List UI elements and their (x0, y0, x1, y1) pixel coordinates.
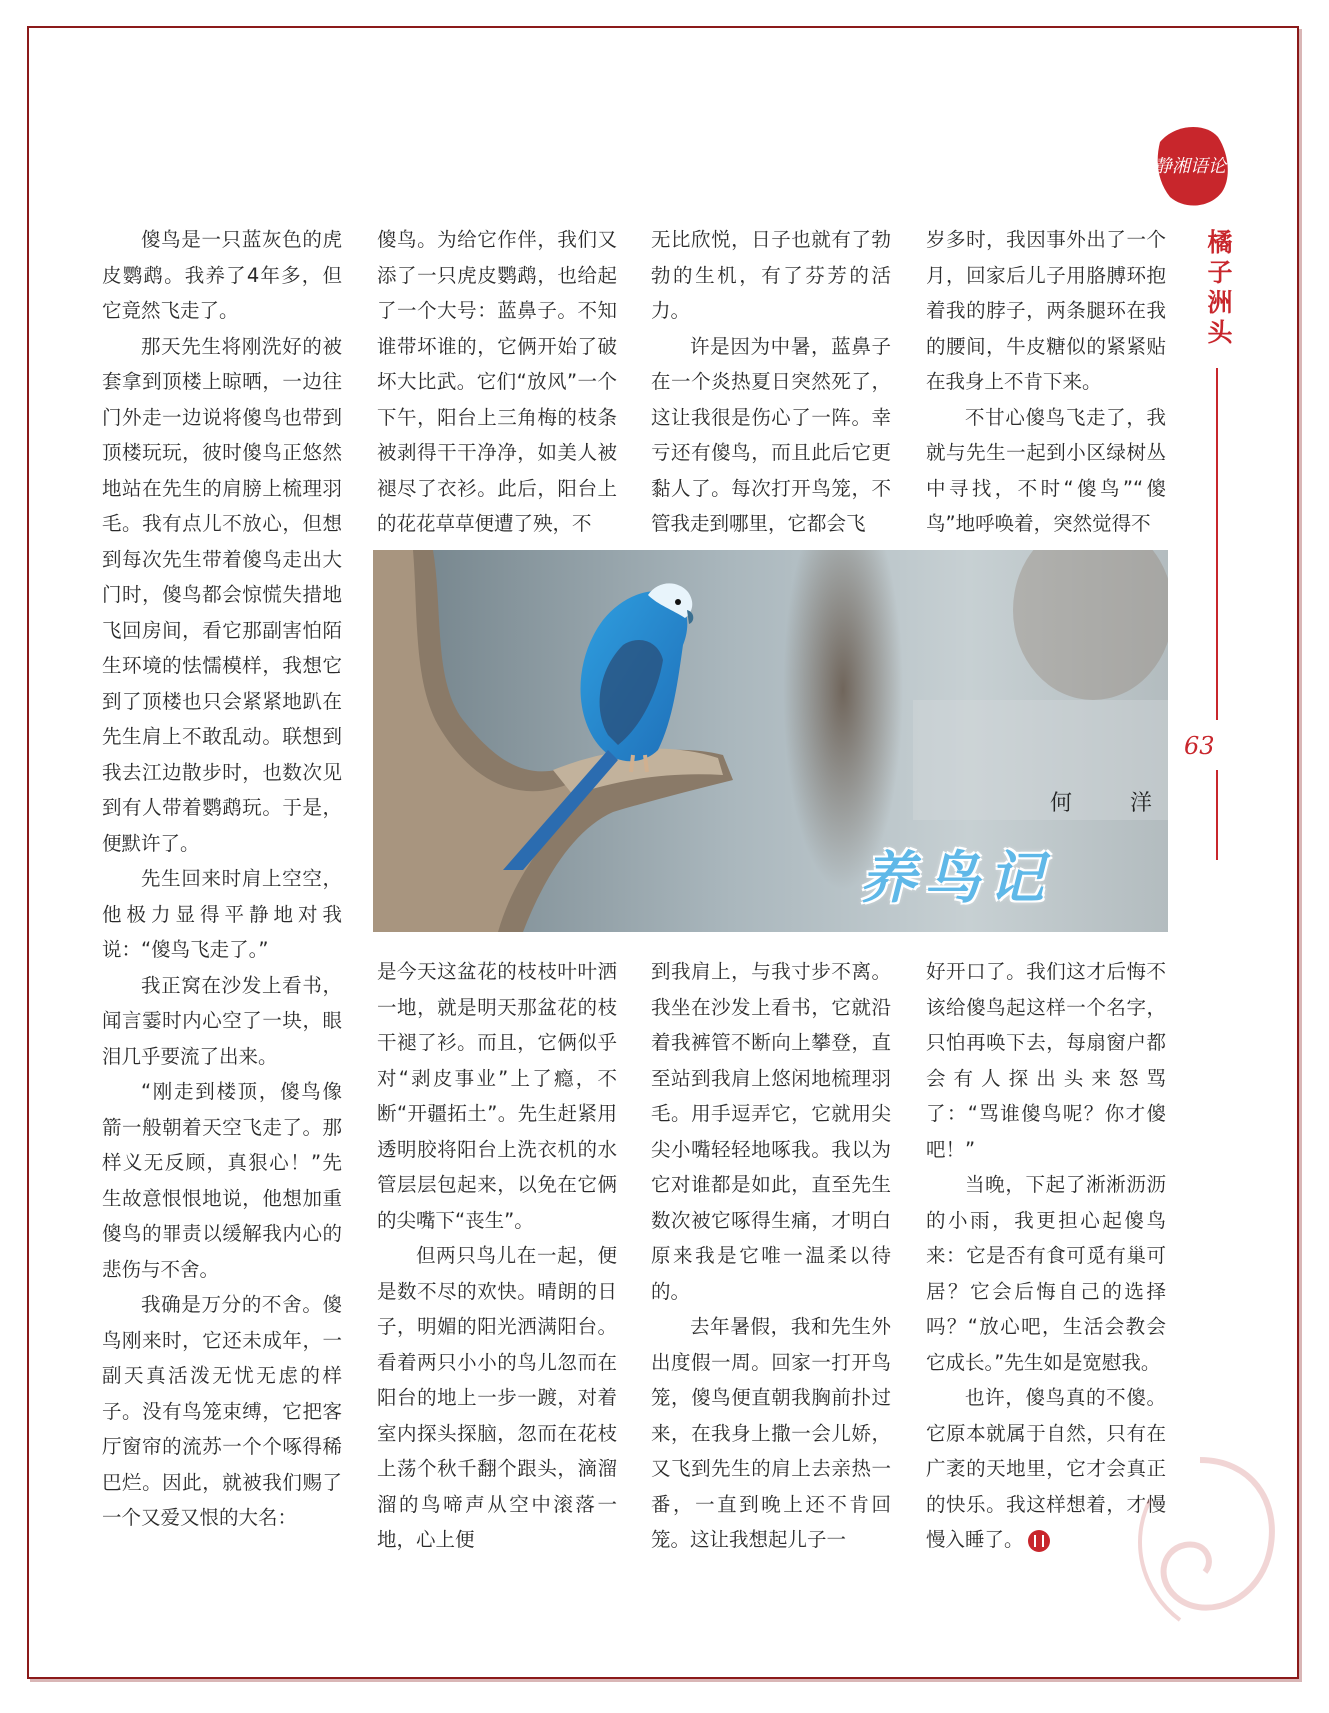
text-column-3-top (651, 222, 891, 542)
paragraph: 不甘心傻鸟飞走了，我就与先生一起到小区绿树丛中寻找，不时“傻鸟”“傻鸟”地呼唤着，突然觉得不 (926, 405, 1166, 535)
paragraph: 先生回来时肩上空空，他极力显得平静地对我说：“傻鸟飞走了。” (102, 867, 342, 961)
paragraph: 傻鸟是一只蓝灰色的虎皮鹦鹉。我养了4年多，但它竟然飞走了。 (102, 228, 342, 322)
side-rule (1216, 770, 1218, 860)
paragraph: “刚走到楼顶，傻鸟像箭一般朝着天空飞走了。那样义无反顾，真狠心！”先生故意恨恨地说，他想加重傻鸟的罪责以缓解我内心的悲伤与不舍。 (102, 1080, 342, 1281)
logo-text: 静湘语论 (1154, 156, 1226, 177)
text-column-1 (102, 222, 342, 1536)
paragraph: 到我肩上，与我寸步不离。我坐在沙发上看书，它就沿着我裤管不断向上攀登，直至站到我肩上悠闲地梳理羽毛。用手逗弄它，它就用尖尖小嘴轻轻地啄我。我以为它对谁都是如此，直至先生数次被它啄得生痛，才明白原来我是它唯一温柔以待的。 (651, 960, 891, 1303)
paragraph: 好开口了。我们这才后悔不该给傻鸟起这样一个名字，只怕再唤下去，每扇窗户都会有人探出头来怒骂了：“骂谁傻鸟呢？你才傻吧！” (926, 960, 1166, 1161)
author-name: 何 洋 (1050, 791, 1171, 816)
column-logo (1150, 122, 1230, 208)
text-column-2-bottom (377, 954, 617, 1558)
paragraph: 我确是万分的不舍。傻鸟刚来时，它还未成年，一副天真活泼无忧无虑的样子。没有鸟笼束缚，它把客厅窗帘的流苏一个个啄得稀巴烂。因此，就被我们赐了一个又爱又恨的大名： (102, 1293, 342, 1529)
text-column-4-top (926, 222, 1166, 542)
text-column-2-top (377, 222, 617, 542)
paragraph: 许是因为中暑，蓝鼻子在一个炎热夏日突然死了，这让我很是伤心了一阵。幸亏还有傻鸟，而且此后它更黏人了。每次打开鸟笼，不管我走到哪里，它都会飞 (651, 334, 891, 535)
paragraph: 我正窝在沙发上看书，闻言霎时内心空了一块，眼泪几乎要流了出来。 (102, 973, 342, 1068)
paragraph: 无比欣悦，日子也就有了勃勃的生机，有了芬芳的活力。 (651, 228, 891, 322)
paragraph: 当晚，下起了淅淅沥沥的小雨，我更担心起傻鸟来：它是否有食可觅有巢可居？它会后悔自己的选择吗？“放心吧，生活会教会它成长。”先生如是宽慰我。 (926, 1173, 1166, 1374)
side-rule (1216, 368, 1218, 720)
paragraph: 是今天这盆花的枝枝叶叶洒一地，就是明天那盆花的枝干褪了衫。而且，它俩似乎对“剥皮事业”上了瘾，不断“开疆拓土”。先生赶紧用透明胶将阳台上洗衣机的水管层层包起来，以免在它俩的尖嘴下“丧生”。 (377, 960, 617, 1232)
paragraph: 岁多时，我因事外出了一个月，回家后儿子用胳膊环抱着我的脖子，两条腿环在我的腰间，牛皮糖似的紧紧贴在我身上不肯下来。 (926, 228, 1166, 393)
article-title: 养鸟记 (860, 845, 1052, 911)
paragraph: 傻鸟。为给它作伴，我们又添了一只虎皮鹦鹉，也给起了一个大号：蓝鼻子。不知谁带坏谁的，它俩开始了破坏大比武。它们“放风”一个下午，阳台上三角梅的枝条被剥得干干净净，如美人被褪尽了衣衫。此后，阳台上的花花草草便遭了殃，不 (377, 228, 617, 535)
paragraph: 那天先生将刚洗好的被套拿到顶楼上晾晒，一边往门外走一边说将傻鸟也带到顶楼玩玩，彼时傻鸟正悠然地站在先生的肩膀上梳理羽毛。我有点儿不放心，但想到每次先生带着傻鸟走出大门时，傻鸟都会惊慌失措地飞回房间，看它那副害怕陌生环境的怯懦模样，我想它到了顶楼也只会紧紧地趴在先生肩上不敢乱动。联想到我去江边散步时，也数次见到有人带着鹦鹉玩。于是，便默许了。 (102, 334, 342, 855)
end-mark-icon (1028, 1530, 1050, 1552)
paragraph-text: 也许，傻鸟真的不傻。它原本就属于自然，只有在广袤的天地里，它才会真正的快乐。我这样想着，才慢慢入睡了。 (926, 1386, 1166, 1551)
paragraph: 去年暑假，我和先生外出度假一周。回家一打开鸟笼，傻鸟便直朝我胸前扑过来，在我身上撒一会儿娇，又飞到先生的肩上去亲热一番，一直到晚上还不肯回笼。这让我想起儿子一 (651, 1315, 891, 1551)
text-column-3-bottom (651, 954, 891, 1558)
page-number: 63 (1184, 732, 1215, 760)
decorative-swirl (1120, 1440, 1290, 1640)
paragraph: 但两只鸟儿在一起，便是数不尽的欢快。晴朗的日子，明媚的阳光洒满阳台。看着两只小小的鸟儿忽而在阳台的地上一步一踱，对着室内探头探脑，忽而在花枝上荡个秋千翻个跟头，滴溜溜的鸟啼声从空中滚落一地，心上便 (377, 1244, 617, 1551)
section-name: 橘子洲头 (1207, 228, 1233, 347)
